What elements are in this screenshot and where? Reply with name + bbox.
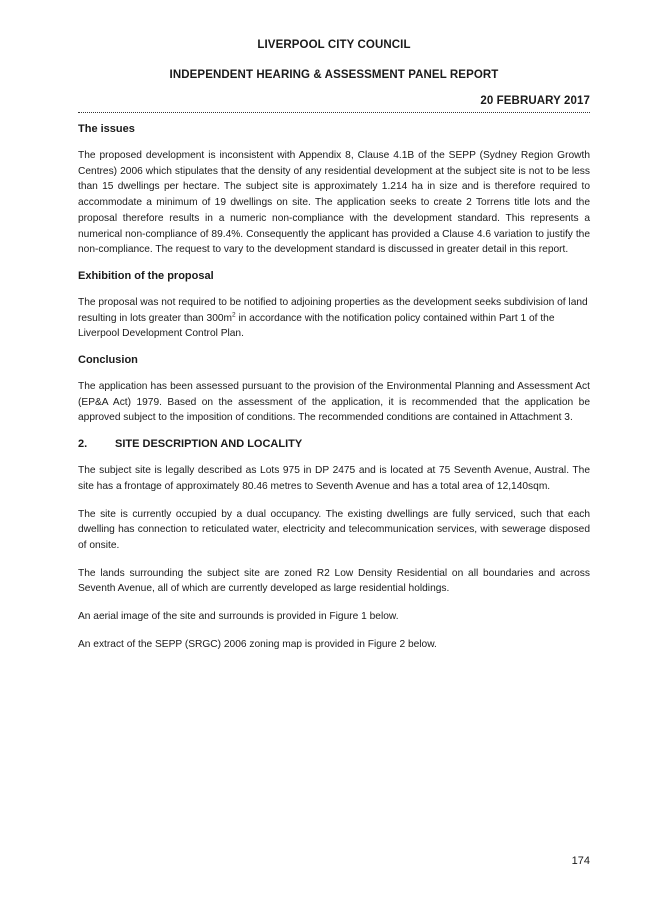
council-title: LIVERPOOL CITY COUNCIL — [257, 39, 411, 51]
exhibition-heading: Exhibition of the proposal — [78, 269, 214, 282]
site-occupancy-paragraph: The site is currently occupied by a dual occupancy. The existing dwellings are fully serviced, such that each dwelling has connection to reticulated water, electricity and telecommunication services, with sewerage disposed of onsite. — [78, 508, 590, 551]
header-divider — [78, 112, 590, 113]
report-date: 20 FEBRUARY 2017 — [480, 95, 590, 107]
zoning-map-paragraph: An extract of the SEPP (SRGC) 2006 zoning map is provided in Figure 2 below. — [78, 638, 437, 650]
site-legal-paragraph: The subject site is legally described as Lots 975 in DP 2475 and is located at 75 Seventh Avenue, Austral. The site has a frontage of approximately 80.46 metres to Seventh Avenue and has a total area of 12,140sqm. — [78, 465, 590, 492]
conclusion-paragraph: The application has been assessed pursuant to the provision of the Environmental Planning and Assessment Act (EP&A Act) 1979. Based on the assessment of the application, it is recommended that the application be approved subject to the imposition of conditions. The recommended conditions are contained in Attachment 3. — [78, 381, 590, 424]
exhibition-superscript: 2 — [232, 311, 236, 319]
surrounding-lands-paragraph: The lands surrounding the subject site are zoned R2 Low Density Residential on all boundaries and across Seventh Avenue, all of which are currently developed as large residential holdings. — [78, 567, 590, 595]
aerial-image-paragraph: An aerial image of the site and surrounds is provided in Figure 1 below. — [78, 611, 399, 623]
section-title: SITE DESCRIPTION AND LOCALITY — [115, 438, 303, 451]
section-number: 2. — [78, 438, 88, 451]
report-title: INDEPENDENT HEARING & ASSESSMENT PANEL REPORT — [169, 69, 499, 81]
exhibition-paragraph — [78, 295, 590, 342]
issues-paragraph: The proposed development is inconsistent with Appendix 8, Clause 4.1B of the SEPP (Sydney Region Growth Centres) 2006 which stipulates that the density of any residential development at the subject site is not to be less than 15 dwellings per hectare. The subject site is approximately 1.214 ha in size and is therefore required to accommodate a minimum of 19 dwellings on site. The application seeks to create 2 Torrens title lots and the proposal therefore results in a numeric non-compliance with the development standard. This represents a numerical non-compliance of 89.4%. Consequently the applicant has provided a Clause 4.6 variation to justify the non-compliance. The request to vary to the development standard is discussed in greater detail in this report. — [78, 150, 590, 256]
exhibition-text-before: The proposal was not required to be notified to adjoining properties as the development seeks subdivision of land resulting in lots greater than 300m — [78, 296, 588, 324]
conclusion-heading: Conclusion — [78, 354, 138, 367]
exhibition-text-after: in accordance with the notification policy contained within Part 1 of the Liverpool Development Control Plan. — [78, 312, 555, 340]
section-2-heading — [78, 438, 590, 451]
report-body — [78, 123, 590, 664]
issues-heading: The issues — [78, 123, 135, 135]
page-number: 174 — [571, 855, 590, 867]
